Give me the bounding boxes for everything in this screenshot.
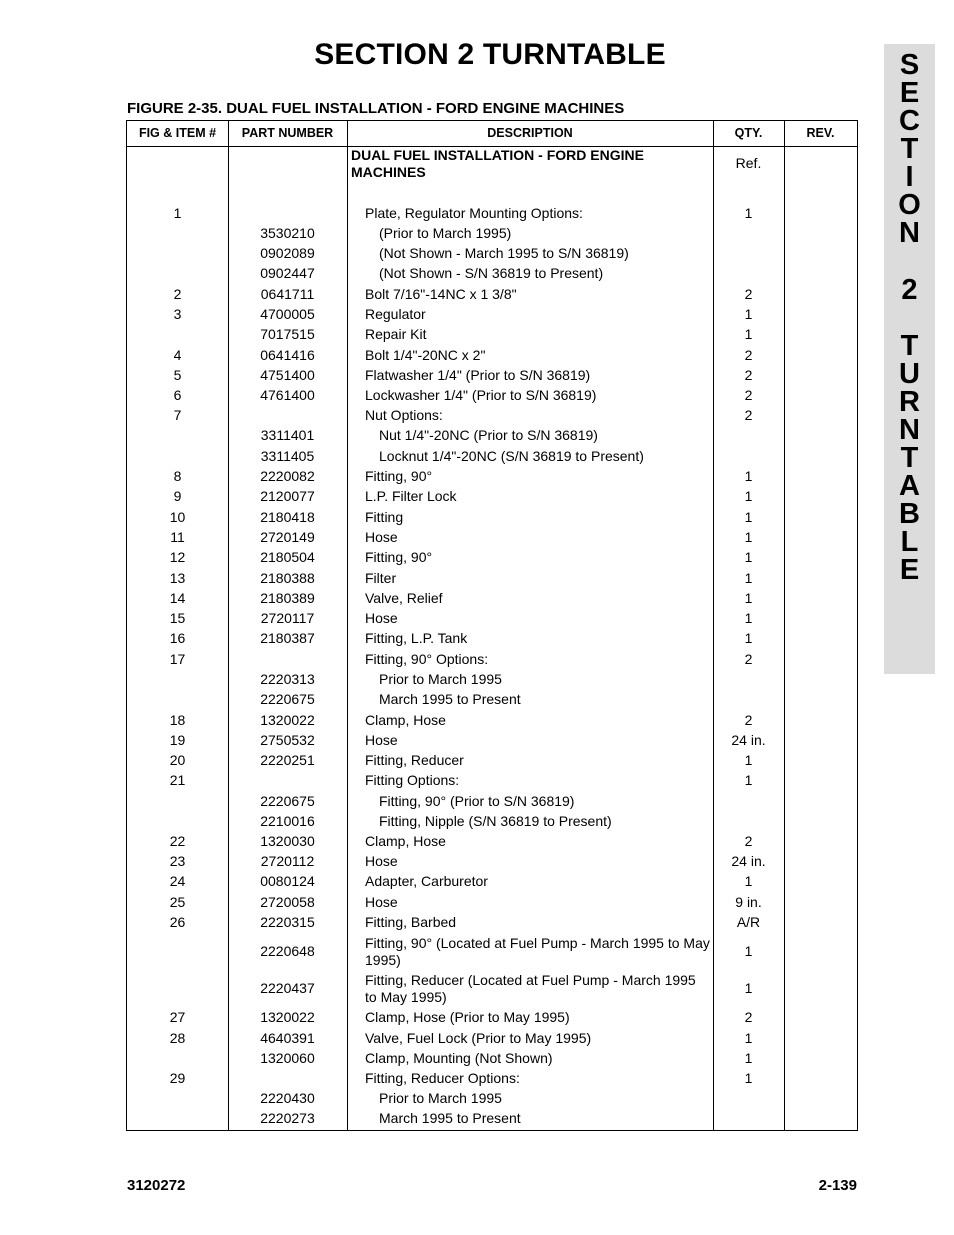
qty-cell: 1	[744, 1030, 753, 1046]
side-tab-letter: I	[905, 161, 914, 193]
part-number-cell: 2180389	[260, 590, 315, 606]
description-cell: Bolt 1/4"-20NC x 2"	[365, 347, 486, 363]
description-cell: Hose	[365, 853, 398, 869]
part-number-cell: 2120077	[260, 488, 315, 504]
part-number-cell: 3311405	[260, 448, 315, 464]
fig-item-cell: 27	[169, 1009, 186, 1025]
description-cell: Lockwasher 1/4" (Prior to S/N 36819)	[365, 387, 597, 403]
side-tab-letter: C	[899, 105, 920, 137]
qty-cell: 2	[744, 833, 753, 849]
figure-title: FIGURE 2-35. DUAL FUEL INSTALLATION - FORD ENGINE MACHINES	[127, 100, 625, 117]
part-number-cell: 0902447	[260, 265, 315, 281]
fig-item-cell: 4	[173, 347, 182, 363]
part-number-cell: 2750532	[260, 732, 315, 748]
parts-table	[126, 120, 858, 1131]
description-cell: (Not Shown - March 1995 to S/N 36819)	[379, 245, 629, 261]
side-tab-letter: N	[899, 414, 920, 446]
qty-cell: 1	[744, 610, 753, 626]
qty-cell: 2	[744, 347, 753, 363]
description-cell: March 1995 to Present	[379, 691, 521, 707]
qty-cell: A/R	[736, 914, 761, 930]
description-cell: Filter	[365, 570, 397, 586]
part-number-cell: 2220437	[260, 980, 315, 996]
section-title: SECTION 2 TURNTABLE	[314, 38, 666, 71]
fig-item-cell: 17	[169, 651, 186, 667]
fig-item-cell: 24	[169, 873, 186, 889]
description-cell: Fitting, Barbed	[365, 914, 457, 930]
part-number-cell: 3311401	[260, 427, 315, 443]
qty-cell: 1	[744, 943, 753, 959]
fig-item-cell: 15	[169, 610, 186, 626]
footer-doc-number: 3120272	[127, 1177, 186, 1194]
part-number-cell: 2220648	[260, 943, 315, 959]
fig-item-cell: 16	[169, 630, 186, 646]
qty-cell: 1	[744, 873, 753, 889]
part-number-cell: 1320060	[260, 1050, 315, 1066]
side-tab-letter: T	[900, 442, 919, 474]
fig-item-cell: 9	[173, 488, 182, 504]
fig-item-cell: 11	[170, 529, 185, 545]
qty-cell: 1	[744, 205, 753, 221]
qty-cell: 2	[744, 286, 753, 302]
description-cell: Clamp, Hose (Prior to May 1995)	[365, 1009, 570, 1025]
description-cell: Fitting, 90° (Prior to S/N 36819)	[379, 793, 575, 809]
part-number-cell: 0641711	[260, 286, 315, 302]
fig-item-cell: 5	[173, 367, 182, 383]
section-side-tab	[884, 44, 935, 674]
fig-item-cell: 12	[169, 549, 186, 565]
fig-item-cell: 3	[173, 306, 182, 322]
description-cell: Hose	[365, 610, 398, 626]
qty-cell: 1	[744, 1070, 753, 1086]
description-cell: Fitting, 90° (Located at Fuel Pump - March 1995 to May 1995)	[365, 935, 710, 968]
qty-cell: 1	[744, 772, 753, 788]
qty-cell: 1	[744, 468, 753, 484]
part-number-cell: 2220675	[260, 691, 315, 707]
part-number-cell: 2220430	[260, 1090, 315, 1106]
header-description: DESCRIPTION	[487, 126, 573, 140]
part-number-cell: 7017515	[260, 326, 315, 342]
qty-cell: 24 in.	[731, 853, 766, 869]
qty-cell: 1	[744, 326, 753, 342]
description-cell: Prior to March 1995	[379, 1090, 502, 1106]
part-number-cell: 1320022	[260, 712, 315, 728]
part-number-cell: 2220315	[260, 914, 315, 930]
qty-cell: 1	[744, 752, 753, 768]
part-number-cell: 1320030	[260, 833, 315, 849]
description-cell: Fitting, 90°	[365, 468, 433, 484]
description-cell: Fitting Options:	[365, 772, 460, 788]
qty-cell: Ref.	[735, 155, 762, 171]
part-number-cell: 2720117	[260, 610, 315, 626]
part-number-cell: 2210016	[260, 813, 315, 829]
part-number-cell: 2220675	[260, 793, 315, 809]
description-cell: Fitting, Reducer (Located at Fuel Pump - March 1995 to May 1995)	[365, 972, 696, 1005]
description-cell: (Not Shown - S/N 36819 to Present)	[379, 265, 604, 281]
qty-cell: 2	[744, 712, 753, 728]
fig-item-cell: 23	[169, 853, 186, 869]
side-tab-letter: U	[899, 358, 920, 390]
qty-cell: 1	[744, 630, 753, 646]
qty-cell: 2	[744, 367, 753, 383]
fig-item-cell: 28	[169, 1030, 186, 1046]
header-fig-item: FIG & ITEM #	[138, 126, 217, 140]
description-cell: Fitting, L.P. Tank	[365, 630, 468, 646]
description-cell: Fitting, Reducer Options:	[365, 1070, 520, 1086]
side-tab-letter: B	[899, 498, 920, 530]
side-tab-letter: E	[899, 554, 920, 586]
fig-item-cell: 22	[169, 833, 186, 849]
fig-item-cell: 18	[169, 712, 186, 728]
fig-item-cell: 26	[169, 914, 186, 930]
header-part-number: PART NUMBER	[241, 126, 334, 140]
qty-cell: 1	[744, 509, 753, 525]
description-cell: Clamp, Mounting (Not Shown)	[365, 1050, 553, 1066]
description-cell: Flatwasher 1/4" (Prior to S/N 36819)	[365, 367, 591, 383]
fig-item-cell: 29	[169, 1070, 186, 1086]
fig-item-cell: 20	[169, 752, 186, 768]
description-cell: Plate, Regulator Mounting Options:	[365, 205, 583, 221]
part-number-cell: 2720112	[260, 853, 315, 869]
description-cell: Hose	[365, 732, 398, 748]
description-cell: Bolt 7/16"-14NC x 1 3/8"	[365, 286, 517, 302]
part-number-cell: 2180388	[260, 570, 315, 586]
fig-item-cell: 2	[173, 286, 182, 302]
description-cell: Repair Kit	[365, 326, 427, 342]
qty-cell: 1	[744, 590, 753, 606]
description-cell: Nut Options:	[365, 407, 443, 423]
description-cell: Fitting, Reducer	[365, 752, 464, 768]
description-cell: Fitting	[365, 509, 404, 525]
qty-cell: 1	[744, 1050, 753, 1066]
part-number-cell: 2720149	[260, 529, 315, 545]
side-tab-letter: R	[899, 386, 920, 418]
part-number-cell: 2220251	[260, 752, 315, 768]
description-cell: Adapter, Carburetor	[365, 873, 488, 889]
description-cell: Fitting, Nipple (S/N 36819 to Present)	[379, 813, 612, 829]
description-cell: L.P. Filter Lock	[365, 488, 457, 504]
side-tab-letter: A	[899, 470, 920, 502]
fig-item-cell: 6	[173, 387, 182, 403]
side-tab-letter: S	[899, 49, 920, 81]
part-number-cell: 4761400	[260, 387, 315, 403]
qty-cell: 1	[744, 488, 753, 504]
qty-cell: 1	[744, 549, 753, 565]
description-cell: Fitting, 90° Options:	[365, 651, 489, 667]
side-tab-letter: T	[900, 330, 919, 362]
qty-cell: 9 in.	[735, 894, 762, 910]
fig-item-cell: 13	[169, 570, 186, 586]
qty-cell: 1	[744, 570, 753, 586]
fig-item-cell: 19	[169, 732, 186, 748]
description-cell: (Prior to March 1995)	[379, 225, 512, 241]
description-cell: Clamp, Hose	[365, 833, 446, 849]
description-cell: Hose	[365, 894, 398, 910]
qty-cell: 2	[744, 1009, 753, 1025]
description-cell: Fitting, 90°	[365, 549, 433, 565]
part-number-cell: 0641416	[260, 347, 315, 363]
qty-cell: 1	[744, 529, 753, 545]
header-rev: REV.	[806, 126, 835, 140]
description-cell: Valve, Relief	[365, 590, 443, 606]
fig-item-cell: 14	[169, 590, 186, 606]
part-number-cell: 2220082	[260, 468, 315, 484]
side-tab-letter: 2	[901, 274, 918, 306]
part-number-cell: 2720058	[260, 894, 315, 910]
qty-cell: 1	[744, 306, 753, 322]
part-number-cell: 1320022	[260, 1009, 315, 1025]
side-tab-letter: T	[900, 133, 919, 165]
part-number-cell: 4640391	[260, 1030, 315, 1046]
side-tab-letter: L	[900, 526, 919, 558]
header-qty: QTY.	[734, 126, 763, 140]
part-number-cell: 2180418	[260, 509, 315, 525]
qty-cell: 24 in.	[731, 732, 766, 748]
part-number-cell: 2220273	[260, 1110, 315, 1126]
fig-item-cell: 8	[173, 468, 182, 484]
description-cell: DUAL FUEL INSTALLATION - FORD ENGINE MACHINES	[351, 147, 644, 180]
part-number-cell: 0902089	[260, 245, 315, 261]
part-number-cell: 0080124	[260, 873, 315, 889]
part-number-cell: 2220313	[260, 671, 315, 687]
description-cell: Prior to March 1995	[379, 671, 502, 687]
fig-item-cell: 7	[173, 407, 182, 423]
part-number-cell: 2180504	[260, 549, 315, 565]
qty-cell: 2	[744, 407, 753, 423]
side-tab-letter: N	[899, 217, 920, 249]
description-cell: Locknut 1/4"-20NC (S/N 36819 to Present)	[379, 448, 644, 464]
fig-item-cell: 10	[169, 509, 186, 525]
description-cell: March 1995 to Present	[379, 1110, 521, 1126]
footer-page-number: 2-139	[818, 1177, 857, 1194]
side-tab-letter: E	[899, 77, 920, 109]
qty-cell: 2	[744, 387, 753, 403]
side-tab-letter: O	[898, 189, 921, 221]
fig-item-cell: 1	[173, 205, 182, 221]
description-cell: Nut 1/4"-20NC (Prior to S/N 36819)	[379, 427, 598, 443]
fig-item-cell: 25	[169, 894, 186, 910]
part-number-cell: 2180387	[260, 630, 315, 646]
qty-cell: 1	[744, 980, 753, 996]
fig-item-cell: 21	[169, 772, 186, 788]
description-cell: Regulator	[365, 306, 426, 322]
description-cell: Clamp, Hose	[365, 712, 446, 728]
part-number-cell: 3530210	[260, 225, 315, 241]
description-cell: Valve, Fuel Lock (Prior to May 1995)	[365, 1030, 592, 1046]
part-number-cell: 4751400	[260, 367, 315, 383]
qty-cell: 2	[744, 651, 753, 667]
column-divider	[784, 121, 785, 1130]
description-cell: Hose	[365, 529, 398, 545]
part-number-cell: 4700005	[260, 306, 315, 322]
